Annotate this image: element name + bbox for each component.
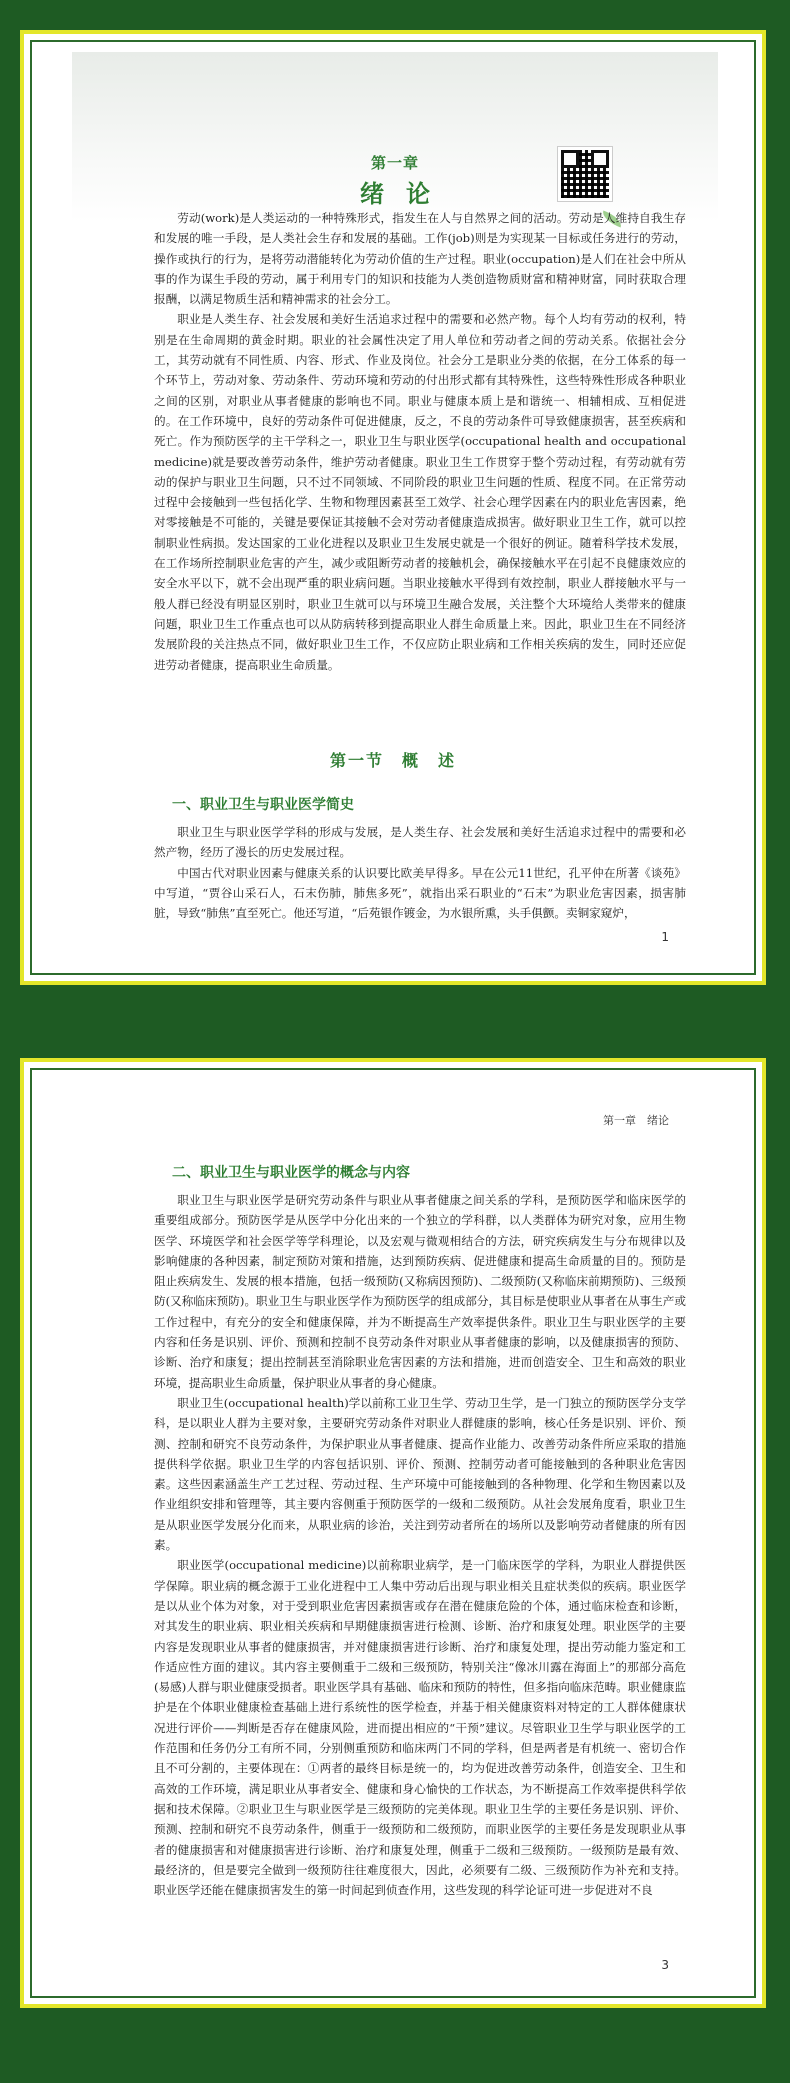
subsection-title: 二、职业卫生与职业医学的概念与内容 [172,1165,410,1181]
chapter-header-band [72,52,718,222]
page-inner-border [30,1068,756,1998]
paragraph: 职业是人类生存、社会发展和美好生活追求过程中的需要和必然产物。每个人均有劳动的权利，特别是在生命周期的黄金时期。职业的社会属性决定了用人单位和劳动者之间的劳动关系。依据社会分工，其劳动就有不同性质、内容、形式、作业及岗位。社会分工是职业分类的依据，在分工体系的每一个环节上，劳动对象、劳动条件、劳动环境和劳动的付出形式都有其特殊性，这些特殊性形成各种职业之间的区别，对职业从事者健康的影响也不同。职业与健康本质上是和谐统一、相辅相成、互相促进的。在工作环境中，良好的劳动条件可促进健康，反之，不良的劳动条件可导致健康损害，甚至疾病和死亡。作为预防医学的主干学科之一，职业卫生与职业医学(occupational health and occupational medicine)就是要改善劳动条件，维护劳动者健康。职业卫生工作贯穿于整个劳动过程，有劳动就有劳动的保护与职业卫生问题，只不过不同领域、不同阶段的职业卫生问题的性质、程度不同。在正常劳动过程中会接触到一些包括化学、生物和物理因素甚至工效学、社会心理学因素在内的职业危害因素，绝对零接触是不可能的，关键是要保证其接触不会对劳动者健康造成损害。做好职业卫生工作，就可以控制职业性病损。发达国家的工业化进程以及职业卫生发展史就是一个很好的例证。随着科学技术发展，在工作场所控制职业危害的产生，减少或阻断劳动者的接触机会，确保接触水平在引起不良健康效应的安全水平以下，就不会出现严重的职业病问题。当职业接触水平得到有效控制，职业人群接触水平与一般人群已经没有明显区别时，职业卫生就可以与环境卫生融合发展，关注整个大环境给人类带来的健康问题，职业卫生工作重点也可以从防病转移到提高职业人群生命质量上来。因此，职业卫生在不同经济发展阶段的关注热点不同，做好职业卫生工作，不仅应防止职业病和工作相关疾病的发生，同时还应促进劳动者健康，提高职业生命质量。 [154,312,686,672]
subsection-body [154,822,686,923]
paragraph: 劳动(work)是人类运动的一种特殊形式，指发生在人与自然界之间的活动。劳动是人维持自我生存和发展的唯一手段，是人类社会生存和发展的基础。工作(job)则是为实现某一目标或任务进行的劳动，操作或执行的行为，是将劳动潜能转化为劳动价值的生产过程。职业(occupation)是人们在社会中所从事的作为谋生手段的劳动，属于利用专门的知识和技能为人类创造物质财富和精神财富，同时获取合理报酬，以满足物质生活和精神需求的社会分工。 [154,211,686,307]
book-page-1 [20,30,766,985]
paragraph: 职业卫生(occupational health)学以前称工业卫生学、劳动卫生学，是一门独立的预防医学分支学科，是以职业人群为主要对象，主要研究劳动条件对职业人群健康的影响，核心任务是识别、评价、预测、控制和研究不良劳动条件，为保护职业从事者健康、提高作业能力、改善劳动条件所应采取的措施提供科学依据。职业卫生学的内容包括识别、评价、预测、控制劳动者可能接触到的各种职业危害因素。这些因素涵盖生产工艺过程、劳动过程、生产环境中可能接触到的各种物理、化学和生物因素以及作业组织安排和管理等，其主要内容侧重于预防医学的一级和二级预防。从社会发展角度看，职业卫生是从职业医学发展分化而来，从职业病的诊治，关注到劳动者所在的场所以及影响劳动者健康的所有因素。 [154,1395,686,1553]
paragraph: 职业卫生与职业医学学科的形成与发展，是人类生存、社会发展和美好生活追求过程中的需要和必然产物，经历了漫长的历史发展过程。 [154,825,686,860]
chapter-intro [154,208,686,675]
chapter-title: 绪论 [360,180,452,208]
page-number: 1 [661,930,669,944]
paragraph: 职业卫生与职业医学是研究劳动条件与职业从事者健康之间关系的学科，是预防医学和临床医学的重要组成部分。预防医学是从医学中分化出来的一个独立的学科群，以人类群体为研究对象，应用生物医学、环境医学和社会医学等学科理论，以及宏观与微观相结合的方法，研究疾病发生与分布规律以及影响健康的各种因素，制定预防对策和措施，达到预防疾病、促进健康和提高生命质量的目的。预防是阻止疾病发生、发展的根本措施，包括一级预防(又称病因预防)、二级预防(又称临床前期预防)、三级预防(又称临床预防)。职业卫生与职业医学作为预防医学的组成部分，其目标是使职业从事者在从事生产或工作过程中，有充分的安全和健康保障，并为不断提高生产效率提供条件。职业卫生与职业医学的主要内容和任务是识别、评价、预测和控制不良劳动条件对职业从事者健康的影响，以及健康损害的预防、诊断、治疗和康复；提出控制甚至消除职业危害因素的方法和措施，进而创造安全、卫生和高效的职业环境，提高职业生命质量，保护职业从事者的身心健康。 [154,1193,686,1390]
paragraph: 职业医学(occupational medicine)以前称职业病学，是一门临床医学的学科，为职业人群提供医学保障。职业病的概念源于工业化进程中工人集中劳动后出现与职业相关且症状类似的疾病。职业医学是以从业个体为对象，对于受到职业危害因素损害或存在潜在健康危险的个体，通过临床检查和诊断，对其发生的职业病、职业相关疾病和早期健康损害进行检测、诊断、治疗和康复处理。职业医学的主要内容是发现职业从事者的健康损害，并对健康损害进行诊断、治疗和康复处理，提出劳动能力鉴定和工作适应性方面的建议。其内容主要侧重于二级和三级预防，特别关注“像冰川露在海面上”的那部分高危(易感)人群与职业健康受损者。职业医学具有基础、临床和预防的特性，但多指向临床范畴。职业健康监护是在个体职业健康检查基础上进行系统性的医学检查，并基于相关健康资料对特定的工人群体健康状况进行评价——判断是否存在健康风险，进而提出相应的“干预”建议。尽管职业卫生学与职业医学的工作范围和任务仍分工有所不同，分别侧重预防和临床两门不同的学科，但是两者是有机统一、密切合作且不可分割的，主要体现在：①两者的最终目标是统一的，均为促进改善劳动条件，创造安全、卫生和高效的工作环境，满足职业从事者安全、健康和身心愉快的工作状态，为不断提高工作效率提供科学依据和技术保障。②职业卫生与职业医学是三级预防的完美体现。职业卫生学的主要任务是识别、评价、预测、控制和研究不良劳动条件，侧重于一级预防和二级预防，而职业医学的主要任务是发现职业从事者的健康损害和对健康损害进行诊断、治疗和康复处理，侧重于二级和三级预防。一级预防是最有效、最经济的，但是要完全做到一级预防往往难度很大，因此，必须要有二级、三级预防作为补充和支持。职业医学还能在健康损害发生的第一时间起到侦查作用，这些发现的科学论证可进一步促进对不良 [154,1558,686,1898]
section-title: 第一节 概 述 [329,751,456,770]
subsection-title: 一、职业卫生与职业医学简史 [172,797,354,813]
chapter-number: 第一章 [370,154,419,172]
book-page-3 [20,1058,766,2008]
page-number: 3 [661,1958,669,1972]
page-inner-border [30,40,756,975]
running-head: 第一章 绪论 [603,1114,669,1127]
paragraph: 中国古代对职业因素与健康关系的认识要比欧美早得多。早在公元11世纪，孔平仲在所著《谈苑》中写道，“贾谷山采石人，石末伤肺，肺焦多死”，就指出采石职业的“石末”为职业危害因素，损害肺脏，导致“肺焦”直至死亡。他还写道，“后苑银作镀金，为水银所熏，头手俱颤。卖铜家窥炉， [154,865,686,921]
subsection-body [154,1190,686,1900]
qr-code-icon[interactable] [558,147,612,201]
